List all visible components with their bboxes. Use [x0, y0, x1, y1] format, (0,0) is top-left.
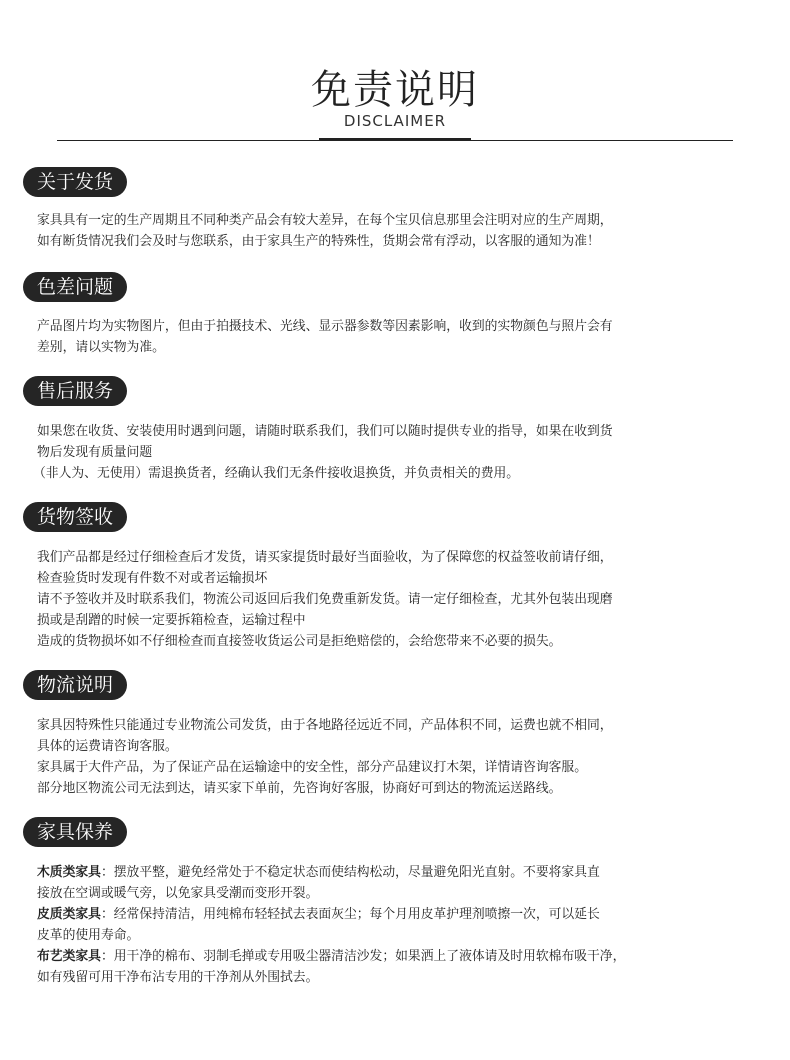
text-line: 如有残留可用干净布沾专用的干净剂从外围拭去。 — [37, 970, 319, 985]
text-line: 请不予签收并及时联系我们，物流公司返回后我们免费重新发货。请一定仔细检查，尤其外包装出现磨 — [37, 592, 613, 607]
section-heading: 物流说明 — [23, 670, 127, 700]
text-line: 家具具有一定的生产周期且不同种类产品会有较大差异，在每个宝贝信息那里会注明对应的生产周期， — [37, 213, 613, 228]
text-line: （非人为、无使用）需退换货者，经确认我们无条件接收退换货，并负责相关的费用。 — [33, 466, 520, 481]
section-heading: 家具保养 — [23, 817, 127, 847]
care-label: 布艺类家具 — [37, 949, 101, 964]
text-line: 家具属于大件产品，为了保证产品在运输途中的安全性，部分产品建议打木架，详情请咨询客服。 — [37, 760, 587, 775]
text-line: 具体的运费请咨询客服。 — [37, 739, 178, 754]
care-item-leather — [37, 904, 745, 925]
text-line: 产品图片均为实物图片，但由于拍摄技术、光线、显示器参数等因素影响，收到的实物颜色与照片会有 — [37, 319, 613, 334]
text-line: 差别，请以实物为准。 — [37, 340, 165, 355]
section-body — [37, 316, 767, 358]
text-line: 如果您在收货、安装使用时遇到问题，请随时联系我们，我们可以随时提供专业的指导，如果在收到货 — [37, 424, 613, 439]
care-item-wood — [37, 862, 745, 883]
page-subtitle: DISCLAIMER — [343, 112, 447, 130]
care-label: 皮质类家具 — [37, 907, 101, 922]
care-text: ：摆放平整，避免经常处于不稳定状态而使结构松动，尽量避免阳光直射。不要将家具直 — [100, 865, 600, 880]
text-line: 皮革的使用寿命。 — [37, 928, 140, 943]
section-body — [37, 715, 767, 799]
section-body — [33, 421, 767, 484]
text-line: 损或是刮蹭的时候一定要拆箱检查，运输过程中 — [37, 613, 306, 628]
section-heading: 售后服务 — [23, 376, 127, 406]
text-line: 家具因特殊性只能通过专业物流公司发货，由于各地路径远近不同，产品体积不同，运费也就不相同， — [37, 718, 613, 733]
care-text: ：用干净的棉布、羽制毛掸或专用吸尘器清洁沙发；如果洒上了液体请及时用软棉布吸干净， — [100, 949, 626, 964]
text-line: 造成的货物损坏如不仔细检查而直接签收货运公司是拒绝赔偿的，会给您带来不必要的损失。 — [37, 634, 562, 649]
text-line: 检查验货时发现有件数不对或者运输损坏 — [37, 571, 268, 586]
care-item-fabric — [37, 946, 745, 967]
care-text: ：经常保持清洁，用纯棉布轻轻拭去表面灰尘；每个月用皮革护理剂喷擦一次，可以延长 — [100, 907, 600, 922]
text-line: 部分地区物流公司无法到达，请买家下单前，先咨询好客服，协商好可到达的物流运送路线。 — [37, 781, 562, 796]
text-line: 接放在空调或暖气旁，以免家具受潮而变形开裂。 — [37, 886, 319, 901]
section-heading: 色差问题 — [23, 272, 127, 302]
text-line: 我们产品都是经过仔细检查后才发货，请买家提货时最好当面验收，为了保障您的权益签收前请仔细， — [37, 550, 613, 565]
title-divider-accent — [319, 138, 471, 141]
section-body — [37, 862, 767, 988]
section-heading: 货物签收 — [23, 502, 127, 532]
text-line: 物后发现有质量问题 — [37, 445, 153, 460]
section-body — [37, 210, 767, 252]
care-label: 木质类家具 — [37, 865, 101, 880]
text-line: 如有断货情况我们会及时与您联系，由于家具生产的特殊性，货期会常有浮动，以客服的通知为准！ — [37, 234, 600, 249]
section-heading: 关于发货 — [23, 167, 127, 197]
section-body — [37, 547, 767, 652]
page-title: 免责说明 — [311, 67, 479, 113]
